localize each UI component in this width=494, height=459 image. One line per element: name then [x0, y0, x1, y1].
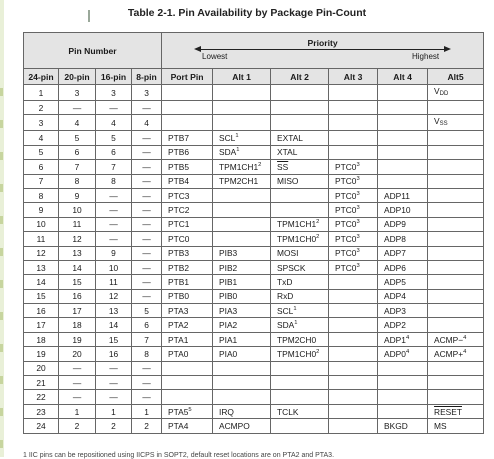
table-cell: SCL$^1$ — [271, 304, 329, 318]
table-cell: 17 — [24, 318, 59, 332]
table-cell — [271, 361, 329, 375]
table-cell: 6 — [96, 145, 132, 159]
table-cell: SCL$^1$ — [213, 131, 271, 145]
column-header: 20-pin — [59, 69, 96, 85]
table-cell: — — [96, 217, 132, 231]
table-cell — [428, 131, 484, 145]
table-cell — [213, 232, 271, 246]
table-cell: 24 — [24, 419, 59, 433]
table-cell: — — [59, 376, 96, 390]
table-cell: — — [132, 131, 162, 145]
table-cell: — — [132, 203, 162, 217]
table-cell: ADP8 — [378, 232, 428, 246]
table-cell: ADP11 — [378, 188, 428, 202]
column-header: Alt 1 — [213, 69, 271, 85]
table-cell — [329, 361, 378, 375]
table-cell: $PTC0^3$ — [329, 188, 378, 202]
table-cell: $PTA5^5$ — [162, 404, 213, 418]
table-cell — [329, 390, 378, 404]
table-cell: PTA0 — [162, 347, 213, 361]
table-row — [24, 376, 484, 390]
column-header: 8-pin — [132, 69, 162, 85]
table-cell: 18 — [59, 318, 96, 332]
table-cell: 11 — [24, 232, 59, 246]
pin-number-header: Pin Number — [24, 33, 162, 69]
table-cell: 13 — [59, 246, 96, 260]
table-cell: VDD — [428, 85, 484, 101]
table-cell: 14 — [24, 275, 59, 289]
table-cell: — — [132, 376, 162, 390]
table-cell: — — [132, 390, 162, 404]
table-cell — [428, 304, 484, 318]
table-cell: TCLK — [271, 404, 329, 418]
table-cell: 12 — [59, 232, 96, 246]
table-cell — [329, 131, 378, 145]
pin-availability-table — [23, 32, 484, 434]
column-header: Alt 3 — [329, 69, 378, 85]
table-row — [24, 404, 484, 418]
table-cell: $ADP0^4$ — [378, 347, 428, 361]
table-cell — [378, 390, 428, 404]
arrow-right-icon — [444, 46, 451, 52]
table-row — [24, 131, 484, 145]
table-row — [24, 85, 484, 101]
table-cell: 3 — [24, 115, 59, 131]
table-cell: ADP2 — [378, 318, 428, 332]
table-cell — [329, 145, 378, 159]
table-cell — [428, 289, 484, 303]
table-cell: MISO — [271, 174, 329, 188]
table-cell: $ADP1^4$ — [378, 332, 428, 346]
table-cell: SDA$^1$ — [213, 145, 271, 159]
table-cell: $PTC0^3$ — [329, 217, 378, 231]
table-cell: 7 — [24, 174, 59, 188]
table-cell — [378, 160, 428, 174]
table-cell: 21 — [24, 376, 59, 390]
table-cell: 5 — [59, 131, 96, 145]
table-cell — [428, 246, 484, 260]
table-cell — [329, 115, 378, 131]
table-cell — [428, 390, 484, 404]
table-cell: 10 — [24, 217, 59, 231]
table-cell: PTB6 — [162, 145, 213, 159]
table-cell — [329, 318, 378, 332]
table-cell: 5 — [24, 145, 59, 159]
table-row — [24, 217, 484, 231]
table-title: Table 2-1. Pin Availability by Package Pin-Count — [127, 7, 367, 19]
table-cell: PIB2 — [213, 260, 271, 274]
table-cell: ACMPO — [213, 419, 271, 433]
table-cell: PTB0 — [162, 289, 213, 303]
table-cell — [213, 115, 271, 131]
table-cell: $\overline{SS}$ — [271, 160, 329, 174]
table-cell: PIB0 — [213, 289, 271, 303]
priority-highest-label: Highest — [411, 52, 440, 61]
table-row — [24, 304, 484, 318]
table-row — [24, 188, 484, 202]
table-cell — [378, 361, 428, 375]
table-cell: — — [132, 246, 162, 260]
table-cell: 2 — [96, 419, 132, 433]
table-cell: — — [59, 101, 96, 115]
table-cell: — — [96, 361, 132, 375]
table-cell: MOSI — [271, 246, 329, 260]
table-cell — [428, 160, 484, 174]
table-cell: PTB2 — [162, 260, 213, 274]
table-cell: ADP5 — [378, 275, 428, 289]
table-cell: PIB3 — [213, 246, 271, 260]
table-cell — [271, 419, 329, 433]
table-cell: $PTC0^3$ — [329, 246, 378, 260]
table-cell — [428, 217, 484, 231]
table-cell — [329, 304, 378, 318]
table-cell: — — [96, 376, 132, 390]
table-cell — [213, 376, 271, 390]
table-cell — [428, 145, 484, 159]
table-cell: VSS — [428, 115, 484, 131]
column-header: Alt5 — [428, 69, 484, 85]
table-cell: RESET — [428, 404, 484, 418]
table-cell: 14 — [59, 260, 96, 274]
table-cell — [378, 131, 428, 145]
table-cell — [271, 188, 329, 202]
table-cell — [213, 361, 271, 375]
table-cell: ACMP+$^4$ — [428, 347, 484, 361]
table-cell: $PTC0^3$ — [329, 203, 378, 217]
table-cell: $PTC0^3$ — [329, 232, 378, 246]
column-header: Alt 4 — [378, 69, 428, 85]
table-cell — [428, 361, 484, 375]
table-cell — [378, 101, 428, 115]
table-cell: PTA4 — [162, 419, 213, 433]
priority-label: Priority — [307, 38, 338, 48]
table-cell: — — [96, 101, 132, 115]
table-cell: 16 — [59, 289, 96, 303]
table-cell: — — [96, 232, 132, 246]
table-cell — [329, 332, 378, 346]
table-cell: 1 — [132, 404, 162, 418]
table-cell: PTC0 — [162, 232, 213, 246]
table-cell: 10 — [59, 203, 96, 217]
table-cell — [271, 101, 329, 115]
table-cell: BKGD — [378, 419, 428, 433]
table-cell — [378, 404, 428, 418]
table-cell — [213, 101, 271, 115]
table-cell: 6 — [24, 160, 59, 174]
table-cell: — — [132, 289, 162, 303]
table-cell: $PTC0^3$ — [329, 174, 378, 188]
table-row — [24, 115, 484, 131]
table-cell: IRQ — [213, 404, 271, 418]
table-cell — [162, 361, 213, 375]
table-row — [24, 318, 484, 332]
priority-arrow-line — [200, 49, 445, 50]
table-cell: $TPM1CH1^2$ — [213, 160, 271, 174]
table-cell: — — [132, 361, 162, 375]
table-cell: 3 — [96, 85, 132, 101]
table-cell: 22 — [24, 390, 59, 404]
table-cell: — — [132, 232, 162, 246]
table-cell: 9 — [96, 246, 132, 260]
table-cell — [213, 85, 271, 101]
table-cell: — — [96, 188, 132, 202]
column-header: 16-pin — [96, 69, 132, 85]
table-cell: 6 — [132, 318, 162, 332]
table-cell — [271, 115, 329, 131]
table-cell — [329, 347, 378, 361]
table-cell: 19 — [59, 332, 96, 346]
table-cell: PTA3 — [162, 304, 213, 318]
table-row — [24, 246, 484, 260]
table-cell: SDA$^1$ — [271, 318, 329, 332]
table-cell: PTC2 — [162, 203, 213, 217]
table-cell: PTA1 — [162, 332, 213, 346]
table-cell: PIA2 — [213, 318, 271, 332]
table-cell — [428, 260, 484, 274]
table-row — [24, 332, 484, 346]
table-row — [24, 390, 484, 404]
table-cell: 19 — [24, 347, 59, 361]
table-cell: MS — [428, 419, 484, 433]
table-cell — [378, 174, 428, 188]
table-cell — [378, 376, 428, 390]
table-cell — [329, 376, 378, 390]
table-cell: PTC3 — [162, 188, 213, 202]
table-cell — [428, 188, 484, 202]
table-cell: $PTC0^3$ — [329, 260, 378, 274]
table-row — [24, 174, 484, 188]
table-cell: TxD — [271, 275, 329, 289]
table-cell: 9 — [24, 203, 59, 217]
table-cell: ADP3 — [378, 304, 428, 318]
table-cell: 15 — [96, 332, 132, 346]
table-cell: $TPM1CH1^2$ — [271, 217, 329, 231]
table-cell — [378, 115, 428, 131]
table-cell: 6 — [59, 145, 96, 159]
table-cell: — — [132, 217, 162, 231]
table-cell: 11 — [59, 217, 96, 231]
table-cell: 4 — [24, 131, 59, 145]
table-cell: 1 — [59, 404, 96, 418]
table-cell — [329, 275, 378, 289]
table-cell — [428, 318, 484, 332]
table-cell: 3 — [59, 85, 96, 101]
table-cell — [329, 101, 378, 115]
priority-lowest-label: Lowest — [202, 52, 228, 61]
table-cell: 9 — [59, 188, 96, 202]
table-cell: 4 — [132, 115, 162, 131]
table-cell: 14 — [96, 318, 132, 332]
table-cell: 8 — [132, 347, 162, 361]
table-row — [24, 419, 484, 433]
table-cell: PTB4 — [162, 174, 213, 188]
table-cell: 5 — [132, 304, 162, 318]
table-row — [24, 160, 484, 174]
table-cell — [378, 85, 428, 101]
table-cell: 8 — [96, 174, 132, 188]
table-cell: 8 — [59, 174, 96, 188]
footnote: 1 IIC pins can be repositioned using IICPS in SOPT2, default reset locations are on PTA2 and PTA3. — [23, 452, 335, 459]
table-cell: — — [96, 203, 132, 217]
table-row — [24, 275, 484, 289]
table-cell: 3 — [132, 85, 162, 101]
table-cell: TPM2CH0 — [271, 332, 329, 346]
table-cell: — — [132, 275, 162, 289]
table-cell: 20 — [24, 361, 59, 375]
table-cell: 2 — [59, 419, 96, 433]
table-cell: — — [132, 188, 162, 202]
table-cell: 10 — [96, 260, 132, 274]
table-row — [24, 347, 484, 361]
table-row — [24, 145, 484, 159]
table-cell: — — [132, 101, 162, 115]
table-cell — [428, 376, 484, 390]
table-cell — [162, 101, 213, 115]
table-cell — [162, 115, 213, 131]
table-row — [24, 203, 484, 217]
table-cell: 2 — [24, 101, 59, 115]
table-cell: 16 — [96, 347, 132, 361]
table-cell: PIB1 — [213, 275, 271, 289]
table-cell — [329, 85, 378, 101]
table-cell — [428, 232, 484, 246]
table-cell: 8 — [24, 188, 59, 202]
table-cell: PTA2 — [162, 318, 213, 332]
table-cell: 23 — [24, 404, 59, 418]
table-cell — [428, 275, 484, 289]
table-cell: PTB7 — [162, 131, 213, 145]
table-cell: 15 — [59, 275, 96, 289]
column-header: Port Pin — [162, 69, 213, 85]
table-cell: ADP10 — [378, 203, 428, 217]
table-cell: ADP6 — [378, 260, 428, 274]
table-cell — [213, 203, 271, 217]
table-cell — [162, 376, 213, 390]
table-cell: 12 — [96, 289, 132, 303]
table-cell: — — [132, 174, 162, 188]
table-cell — [162, 85, 213, 101]
table-cell: $TPM1CH0^2$ — [271, 232, 329, 246]
table-cell: 7 — [59, 160, 96, 174]
table-cell — [162, 390, 213, 404]
table-cell — [428, 203, 484, 217]
table-cell: 7 — [96, 160, 132, 174]
table-cell: — — [59, 361, 96, 375]
priority-header — [162, 33, 484, 69]
table-cell — [378, 145, 428, 159]
table-cell — [329, 289, 378, 303]
table-cell: PIA1 — [213, 332, 271, 346]
table-cell — [428, 101, 484, 115]
table-cell: 13 — [24, 260, 59, 274]
table-cell: 15 — [24, 289, 59, 303]
table-row — [24, 260, 484, 274]
table-cell: 4 — [59, 115, 96, 131]
table-cell: — — [132, 260, 162, 274]
table-cell: ACMP−$^4$ — [428, 332, 484, 346]
table-cell: 18 — [24, 332, 59, 346]
table-cell: 2 — [132, 419, 162, 433]
table-cell: 17 — [59, 304, 96, 318]
table-cell: ADP7 — [378, 246, 428, 260]
table-cell: — — [132, 145, 162, 159]
table-cell: — — [96, 390, 132, 404]
table-cell: XTAL — [271, 145, 329, 159]
table-cell: 16 — [24, 304, 59, 318]
table-cell: PTB5 — [162, 160, 213, 174]
table-cell: 5 — [96, 131, 132, 145]
table-cell: PTB3 — [162, 246, 213, 260]
table-cell: 4 — [96, 115, 132, 131]
table-cell: 20 — [59, 347, 96, 361]
table-cell: 7 — [132, 332, 162, 346]
table-cell: 1 — [96, 404, 132, 418]
table-cell — [271, 390, 329, 404]
table-cell: — — [59, 390, 96, 404]
column-header: Alt 2 — [271, 69, 329, 85]
table-cell — [271, 203, 329, 217]
table-cell: PIA3 — [213, 304, 271, 318]
table-row — [24, 361, 484, 375]
table-cell — [428, 174, 484, 188]
table-cell: ADP4 — [378, 289, 428, 303]
table-cell: TPM2CH1 — [213, 174, 271, 188]
table-cell: $PTC0^3$ — [329, 160, 378, 174]
table-cell — [213, 188, 271, 202]
table-cell — [271, 85, 329, 101]
table-cell: PTB1 — [162, 275, 213, 289]
table-cell: 12 — [24, 246, 59, 260]
table-cell: PTC1 — [162, 217, 213, 231]
table-row — [24, 232, 484, 246]
column-header: 24-pin — [24, 69, 59, 85]
table-cell: RxD — [271, 289, 329, 303]
page-edge-bar — [0, 0, 4, 457]
table-cell: — — [132, 160, 162, 174]
table-cell — [329, 404, 378, 418]
table-cell: PIA0 — [213, 347, 271, 361]
table-cell: SPSCK — [271, 260, 329, 274]
table-cell — [271, 376, 329, 390]
table-cell: ADP9 — [378, 217, 428, 231]
table-row — [24, 101, 484, 115]
table-cell: 11 — [96, 275, 132, 289]
table-cell: $TPM1CH0^2$ — [271, 347, 329, 361]
table-row — [24, 289, 484, 303]
table-cell — [213, 390, 271, 404]
table-cell — [213, 217, 271, 231]
table-cell: 13 — [96, 304, 132, 318]
table-cell — [329, 419, 378, 433]
table-cell: 1 — [24, 85, 59, 101]
table-cell: EXTAL — [271, 131, 329, 145]
